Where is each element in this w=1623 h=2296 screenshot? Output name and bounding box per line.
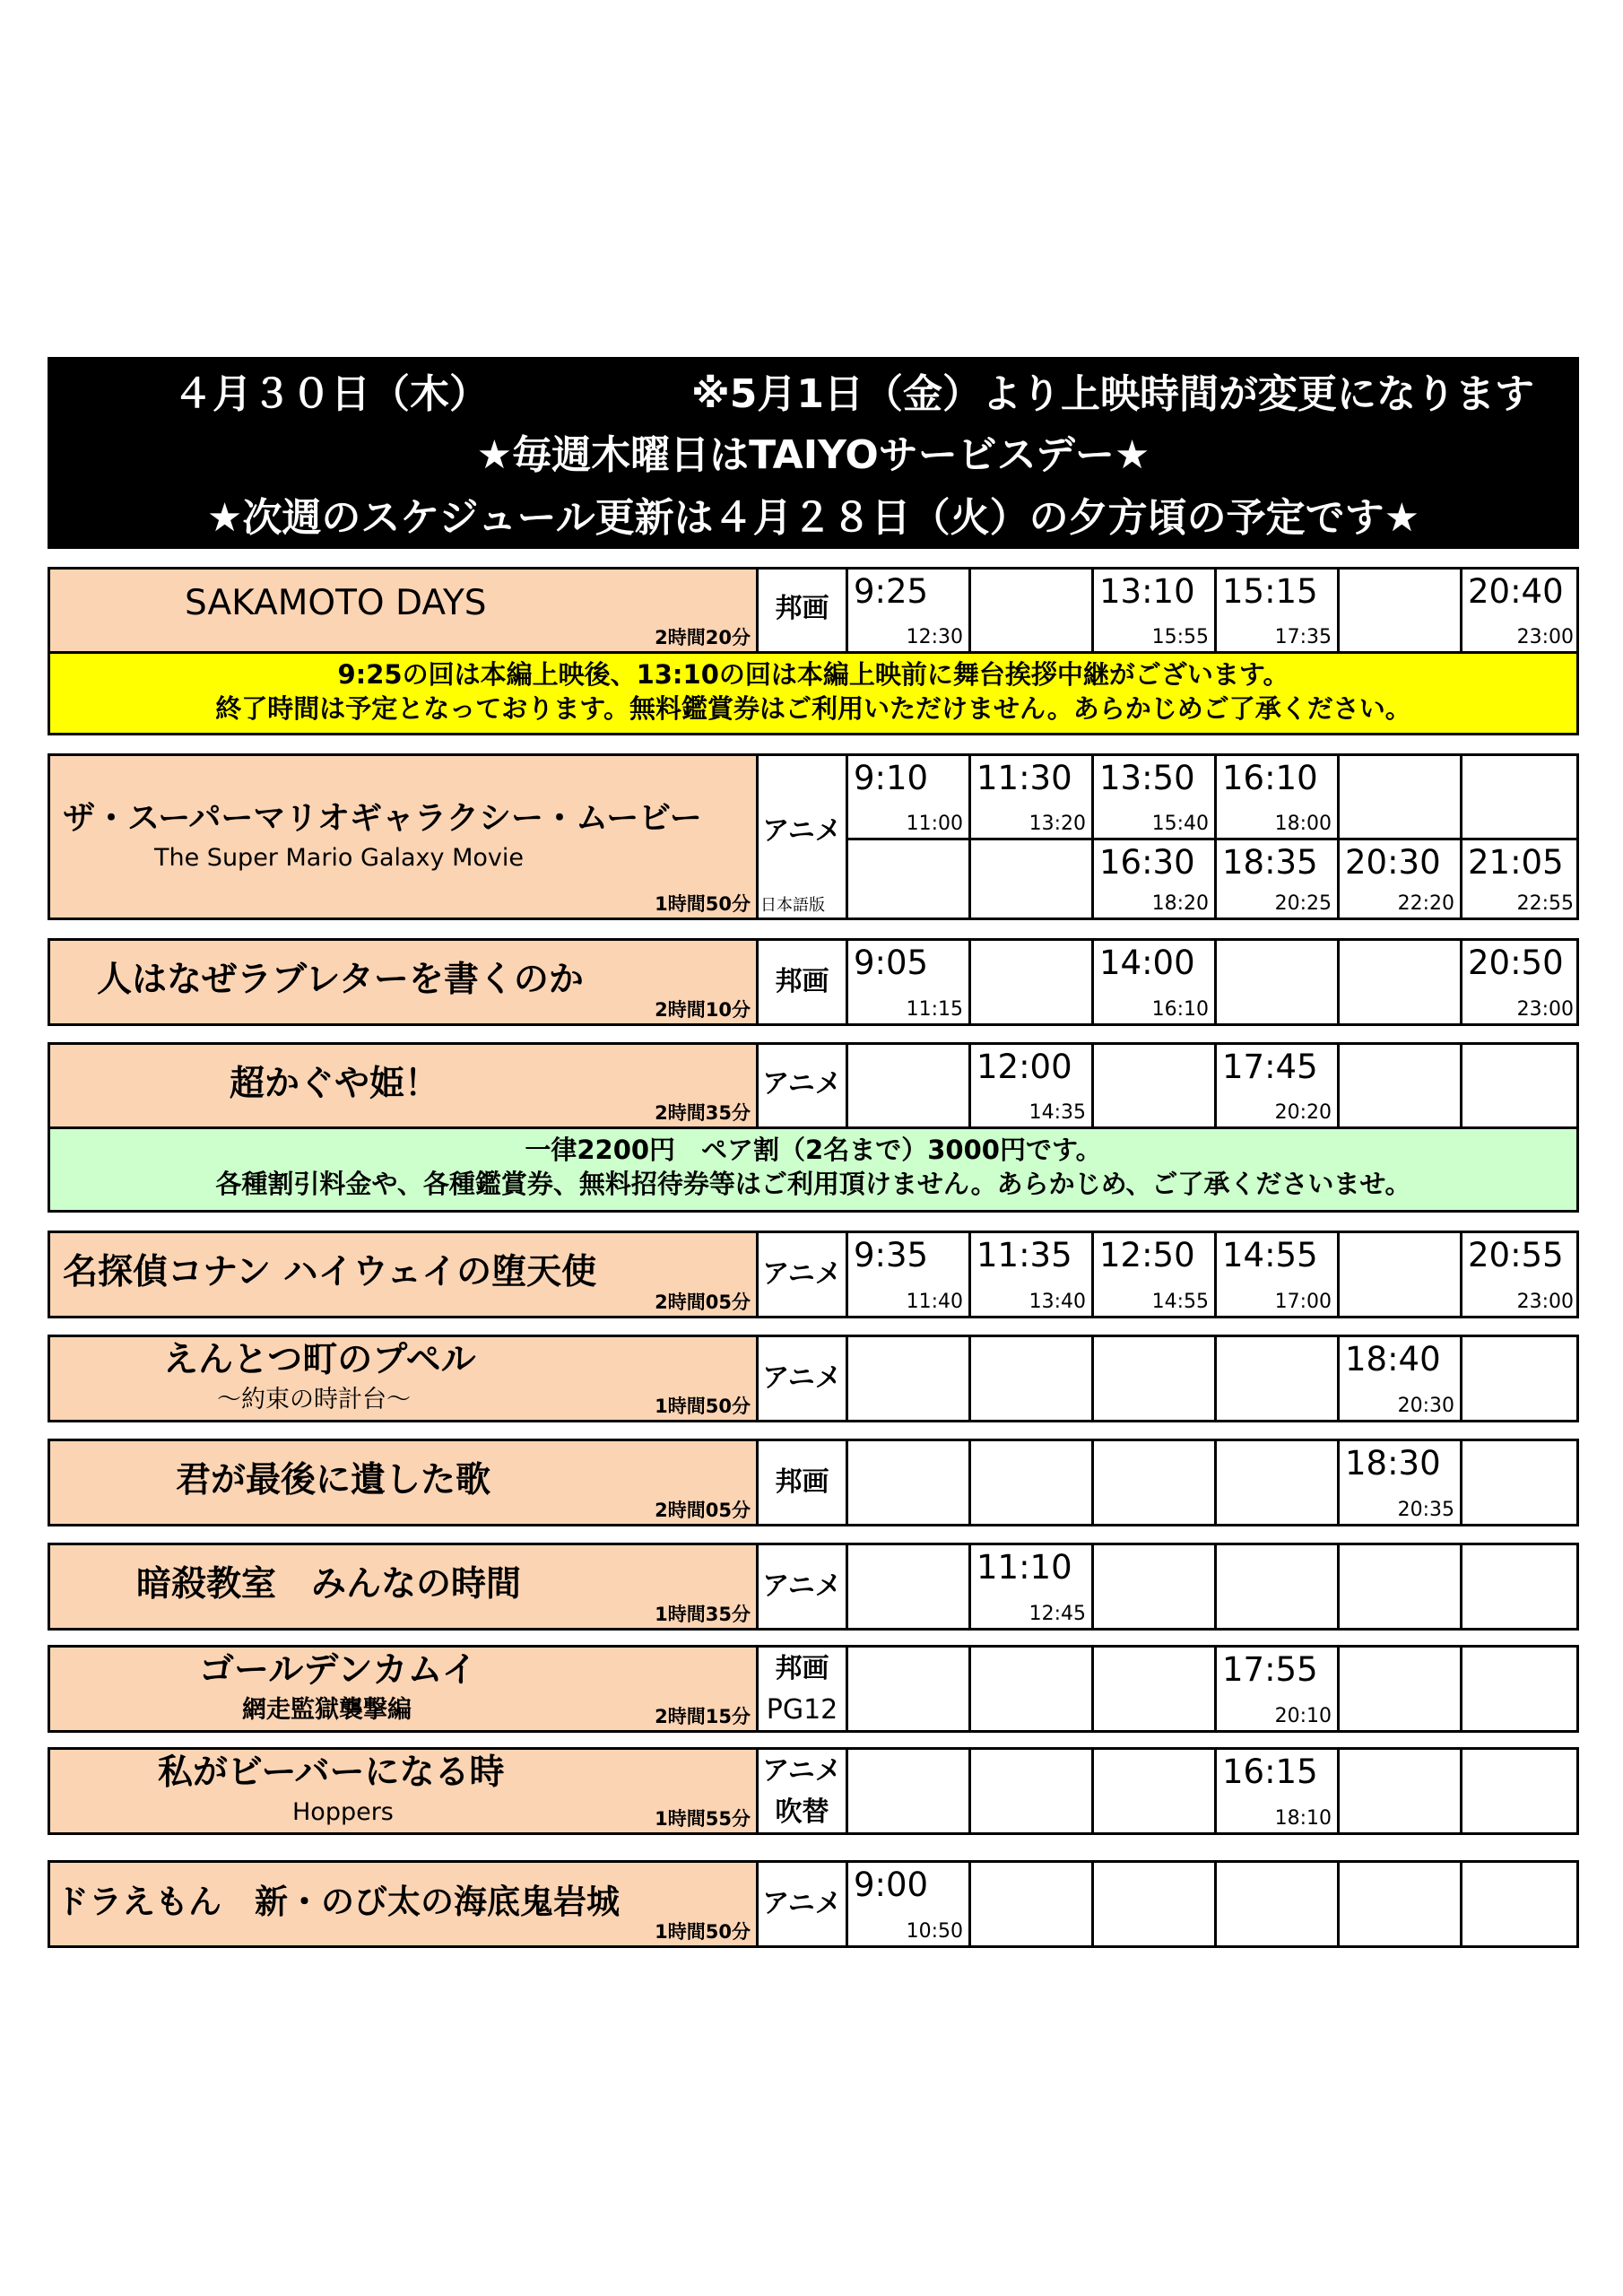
showtime-slot[interactable] bbox=[1094, 1545, 1217, 1628]
movie-type: 邦画 bbox=[775, 966, 829, 997]
showtime-slot[interactable]: 17:55 20:10 bbox=[1217, 1648, 1340, 1730]
movie-block bbox=[48, 1543, 1579, 1631]
showtime-slot[interactable]: 16:15 18:10 bbox=[1217, 1750, 1340, 1832]
showtime-slot[interactable] bbox=[971, 1648, 1094, 1730]
showtime-slots bbox=[848, 1233, 1576, 1316]
showtime-slot[interactable] bbox=[971, 1750, 1094, 1832]
showtime-slot[interactable]: 11:10 12:45 bbox=[971, 1545, 1094, 1628]
movie-note: 9:25の回は本編上映後、13:10の回は本編上映前に舞台挨拶中継がございます。 終了時間は予定となっております。無料鑑賞券はご利用いただけません。あらかじめご了承ください。 bbox=[50, 651, 1576, 733]
showtime-slot[interactable]: 9:25 12:30 bbox=[848, 570, 971, 651]
movie-type-cell bbox=[759, 941, 848, 1023]
showtime-slot[interactable]: 12:50 14:55 bbox=[1094, 1233, 1217, 1316]
movie-title: 人はなぜラブレターを書くのか bbox=[97, 960, 584, 1000]
movie-subtitle: The Super Mario Galaxy Movie bbox=[154, 844, 524, 872]
movie-type-cell bbox=[759, 570, 848, 651]
movie-title-cell bbox=[50, 570, 759, 651]
showtime-slot[interactable]: 9:00 10:50 bbox=[848, 1863, 971, 1945]
showtime-slot[interactable] bbox=[971, 1863, 1094, 1945]
showtime-slot[interactable] bbox=[1340, 570, 1462, 651]
movie-duration: 2時間20分 bbox=[655, 627, 751, 648]
movie-title-cell bbox=[50, 1441, 759, 1524]
movie-type: アニメ bbox=[762, 1362, 842, 1394]
movie-title-cell bbox=[50, 1233, 759, 1316]
movie-title-cell bbox=[50, 1337, 759, 1420]
movie-block bbox=[48, 1231, 1579, 1318]
movie-type: アニメ bbox=[762, 1888, 842, 1919]
showtime-slot[interactable]: 9:05 11:15 bbox=[848, 941, 971, 1023]
showtime-slot[interactable]: 14:55 17:00 bbox=[1217, 1233, 1340, 1316]
showtime-slot[interactable] bbox=[1462, 1545, 1579, 1628]
showtime-slot[interactable] bbox=[971, 570, 1094, 651]
movie-duration: 2時間35分 bbox=[655, 1102, 751, 1124]
showtime-slot[interactable] bbox=[1340, 1545, 1462, 1628]
movie-title: ゴールデンカムイ bbox=[199, 1650, 477, 1691]
showtime-slot[interactable]: 11:30 13:20 bbox=[971, 756, 1094, 838]
movie-title-cell bbox=[50, 941, 759, 1023]
movie-block bbox=[48, 1860, 1579, 1948]
showtime-slot[interactable] bbox=[1217, 1545, 1340, 1628]
showtime-slot[interactable] bbox=[1340, 941, 1462, 1023]
showtime-slot[interactable]: 9:35 11:40 bbox=[848, 1233, 971, 1316]
movie-title: ザ・スーパーマリオギャラクシー・ムービー bbox=[63, 800, 702, 837]
showtime-slot[interactable] bbox=[1217, 1337, 1340, 1420]
movie-subtitle: ～約束の時計台～ bbox=[217, 1386, 411, 1413]
showtime-slot[interactable] bbox=[1462, 1863, 1579, 1945]
showtime-slots bbox=[848, 570, 1576, 651]
showtime-slot[interactable]: 20:50 23:00 bbox=[1468, 944, 1574, 1021]
movie-title: 君が最後に遺した歌 bbox=[176, 1460, 491, 1500]
showtime-slots bbox=[848, 1750, 1576, 1832]
showtime-slot[interactable] bbox=[1340, 1750, 1462, 1832]
movie-title: ドラえもん 新・のび太の海底鬼岩城 bbox=[56, 1883, 620, 1921]
showtime-slots bbox=[848, 1863, 1576, 1945]
showtime-slot[interactable] bbox=[1340, 756, 1462, 838]
showtime-slots bbox=[848, 1337, 1576, 1420]
movie-duration: 1時間50分 bbox=[655, 1396, 751, 1417]
movie-block bbox=[48, 1747, 1579, 1835]
showtime-slot[interactable] bbox=[1462, 756, 1579, 838]
movie-type: アニメ bbox=[762, 815, 842, 847]
showtime-slot[interactable] bbox=[1094, 1648, 1217, 1730]
showtime-slot[interactable] bbox=[848, 1648, 971, 1730]
movie-type-cell bbox=[759, 1750, 848, 1832]
showtime-slot[interactable] bbox=[848, 840, 971, 918]
showtime-slot[interactable]: 18:35 20:25 bbox=[1217, 840, 1340, 918]
movie-version: 日本語版 bbox=[760, 896, 825, 915]
showtime-slot[interactable] bbox=[1340, 1045, 1462, 1126]
movie-title-cell bbox=[50, 756, 759, 918]
showtime-slot[interactable] bbox=[971, 840, 1094, 918]
showtime-slot[interactable] bbox=[1462, 1337, 1579, 1420]
movie-duration: 1時間55分 bbox=[655, 1808, 751, 1830]
showtime-slots bbox=[848, 756, 1576, 838]
movie-note: 一律2200円 ペア割（2名まで）3000円です。 各種割引料金や、各種鑑賞券、無料招待券等はご利用頂けません。あらかじめ、ご了承くださいませ。 bbox=[50, 1126, 1576, 1210]
showtime-slot[interactable]: 12:00 14:35 bbox=[971, 1045, 1094, 1126]
showtime-slot[interactable] bbox=[1094, 1337, 1217, 1420]
movie-duration: 1時間50分 bbox=[655, 893, 751, 915]
showtime-slot[interactable] bbox=[1217, 1441, 1340, 1524]
movie-duration: 1時間50分 bbox=[655, 1921, 751, 1943]
movie-duration: 1時間35分 bbox=[655, 1604, 751, 1625]
showtime-slot[interactable] bbox=[1340, 1648, 1462, 1730]
service-day-notice: ★毎週木曜日はTAIYOサービスデー★ bbox=[476, 432, 1150, 478]
showtime-slot[interactable] bbox=[848, 1441, 971, 1524]
showtime-slot[interactable]: 15:15 17:35 bbox=[1217, 570, 1340, 651]
movie-type: アニメ bbox=[762, 1068, 842, 1100]
movie-title-cell bbox=[50, 1750, 759, 1832]
schedule-date: ４月３０日（木） bbox=[173, 371, 489, 417]
movie-type: 邦画 bbox=[775, 1653, 829, 1684]
showtime-slot[interactable]: 9:10 11:00 bbox=[848, 756, 971, 838]
showtime-slot[interactable] bbox=[1462, 1441, 1579, 1524]
showtime-slot[interactable]: 16:30 18:20 bbox=[1094, 840, 1217, 918]
showtime-slot[interactable] bbox=[1094, 1750, 1217, 1832]
showtime-slot[interactable] bbox=[1094, 1045, 1217, 1126]
movie-type-cell bbox=[759, 1045, 848, 1126]
movie-title-cell bbox=[50, 1545, 759, 1628]
movie-type-cell bbox=[759, 1545, 848, 1628]
movie-title: 超かぐや姫！ bbox=[230, 1064, 440, 1104]
showtime-slot[interactable] bbox=[971, 941, 1094, 1023]
movie-type: アニメ bbox=[762, 1258, 842, 1290]
movie-type-cell bbox=[759, 756, 848, 918]
showtime-slot[interactable]: 13:50 15:40 bbox=[1094, 756, 1217, 838]
showtime-slots bbox=[848, 1045, 1576, 1126]
showtime-slot[interactable] bbox=[971, 1441, 1094, 1524]
showtime-slot[interactable] bbox=[848, 1750, 971, 1832]
showtime-slot[interactable] bbox=[848, 1545, 971, 1628]
movie-title: SAKAMOTO DAYS bbox=[185, 583, 487, 623]
movie-block bbox=[48, 1439, 1579, 1526]
schedule-header bbox=[48, 357, 1579, 549]
movie-block bbox=[48, 1645, 1579, 1733]
movie-type: アニメ bbox=[762, 1570, 842, 1602]
showtime-slots bbox=[848, 1648, 1576, 1730]
showtime-slot[interactable]: 14:00 16:10 bbox=[1094, 941, 1217, 1023]
showtime-slot[interactable]: 16:10 18:00 bbox=[1217, 756, 1340, 838]
showtime-slot[interactable] bbox=[1094, 1441, 1217, 1524]
showtime-slot[interactable]: 20:30 22:20 bbox=[1340, 840, 1462, 918]
movie-duration: 2時間05分 bbox=[655, 1292, 751, 1313]
movie-title-cell bbox=[50, 1863, 759, 1945]
showtime-slot[interactable] bbox=[1462, 1750, 1579, 1832]
showtime-slot[interactable] bbox=[1340, 1233, 1462, 1316]
movie-block bbox=[48, 567, 1579, 735]
showtime-slot[interactable] bbox=[848, 1045, 971, 1126]
showtime-slot[interactable]: 20:40 23:00 bbox=[1468, 572, 1574, 648]
movie-title: 名探偵コナン ハイウェイの堕天使 bbox=[63, 1252, 597, 1292]
movie-block bbox=[48, 1335, 1579, 1422]
movie-type-cell bbox=[759, 1233, 848, 1316]
showtime-slot[interactable] bbox=[1094, 1863, 1217, 1945]
movie-title: えんとつ町のプペル bbox=[163, 1340, 476, 1380]
showtime-slot[interactable] bbox=[1340, 1863, 1462, 1945]
movie-dub: 吹替 bbox=[775, 1796, 829, 1828]
movie-subtitle: 網走監獄襲撃編 bbox=[242, 1696, 412, 1724]
time-change-notice: ※5月1日（金）より上映時間が変更になります bbox=[691, 371, 1535, 417]
showtime-slot[interactable]: 20:55 23:00 bbox=[1468, 1236, 1574, 1313]
next-update-notice: ★次週のスケジュール更新は４月２８日（火）の夕方頃の予定です★ bbox=[206, 495, 1420, 541]
showtime-slot[interactable]: 18:30 20:35 bbox=[1340, 1441, 1462, 1524]
showtime-slot[interactable] bbox=[1462, 1648, 1579, 1730]
movie-duration: 2時間05分 bbox=[655, 1500, 751, 1521]
showtime-slot[interactable] bbox=[1217, 1863, 1340, 1945]
movie-type-cell bbox=[759, 1337, 848, 1420]
movie-title: 私がビーバーになる時 bbox=[158, 1752, 505, 1793]
showtime-slot[interactable] bbox=[1462, 1045, 1579, 1126]
showtime-slots bbox=[848, 840, 1576, 918]
movie-block bbox=[48, 753, 1579, 920]
movie-type-cell bbox=[759, 1441, 848, 1524]
showtime-slots bbox=[848, 941, 1576, 1023]
showtime-slot[interactable] bbox=[1217, 941, 1340, 1023]
movie-duration: 2時間10分 bbox=[655, 999, 751, 1021]
showtime-slot[interactable] bbox=[848, 1337, 971, 1420]
showtime-slot[interactable]: 21:05 22:55 bbox=[1468, 843, 1574, 915]
movie-block bbox=[48, 938, 1579, 1026]
movie-type: アニメ bbox=[762, 1755, 842, 1787]
movie-type-cell bbox=[759, 1648, 848, 1730]
showtime-slot[interactable]: 11:35 13:40 bbox=[971, 1233, 1094, 1316]
showtime-slots bbox=[848, 1545, 1576, 1628]
movie-duration: 2時間15分 bbox=[655, 1706, 751, 1727]
movie-type: 邦画 bbox=[775, 1466, 829, 1498]
movie-block bbox=[48, 1042, 1579, 1213]
movie-type: 邦画 bbox=[775, 593, 829, 624]
showtime-slot[interactable]: 13:10 15:55 bbox=[1094, 570, 1217, 651]
movie-rating: PG12 bbox=[766, 1694, 838, 1726]
movie-title: 暗殺教室 みんなの時間 bbox=[136, 1564, 522, 1605]
movie-subtitle: Hoppers bbox=[292, 1798, 394, 1826]
movie-title-cell bbox=[50, 1045, 759, 1126]
showtime-slot[interactable] bbox=[971, 1337, 1094, 1420]
movie-title-cell bbox=[50, 1648, 759, 1730]
showtime-slot[interactable]: 17:45 20:20 bbox=[1217, 1045, 1340, 1126]
showtime-slots bbox=[848, 1441, 1576, 1524]
showtime-slot[interactable]: 18:40 20:30 bbox=[1340, 1337, 1462, 1420]
movie-type-cell bbox=[759, 1863, 848, 1945]
